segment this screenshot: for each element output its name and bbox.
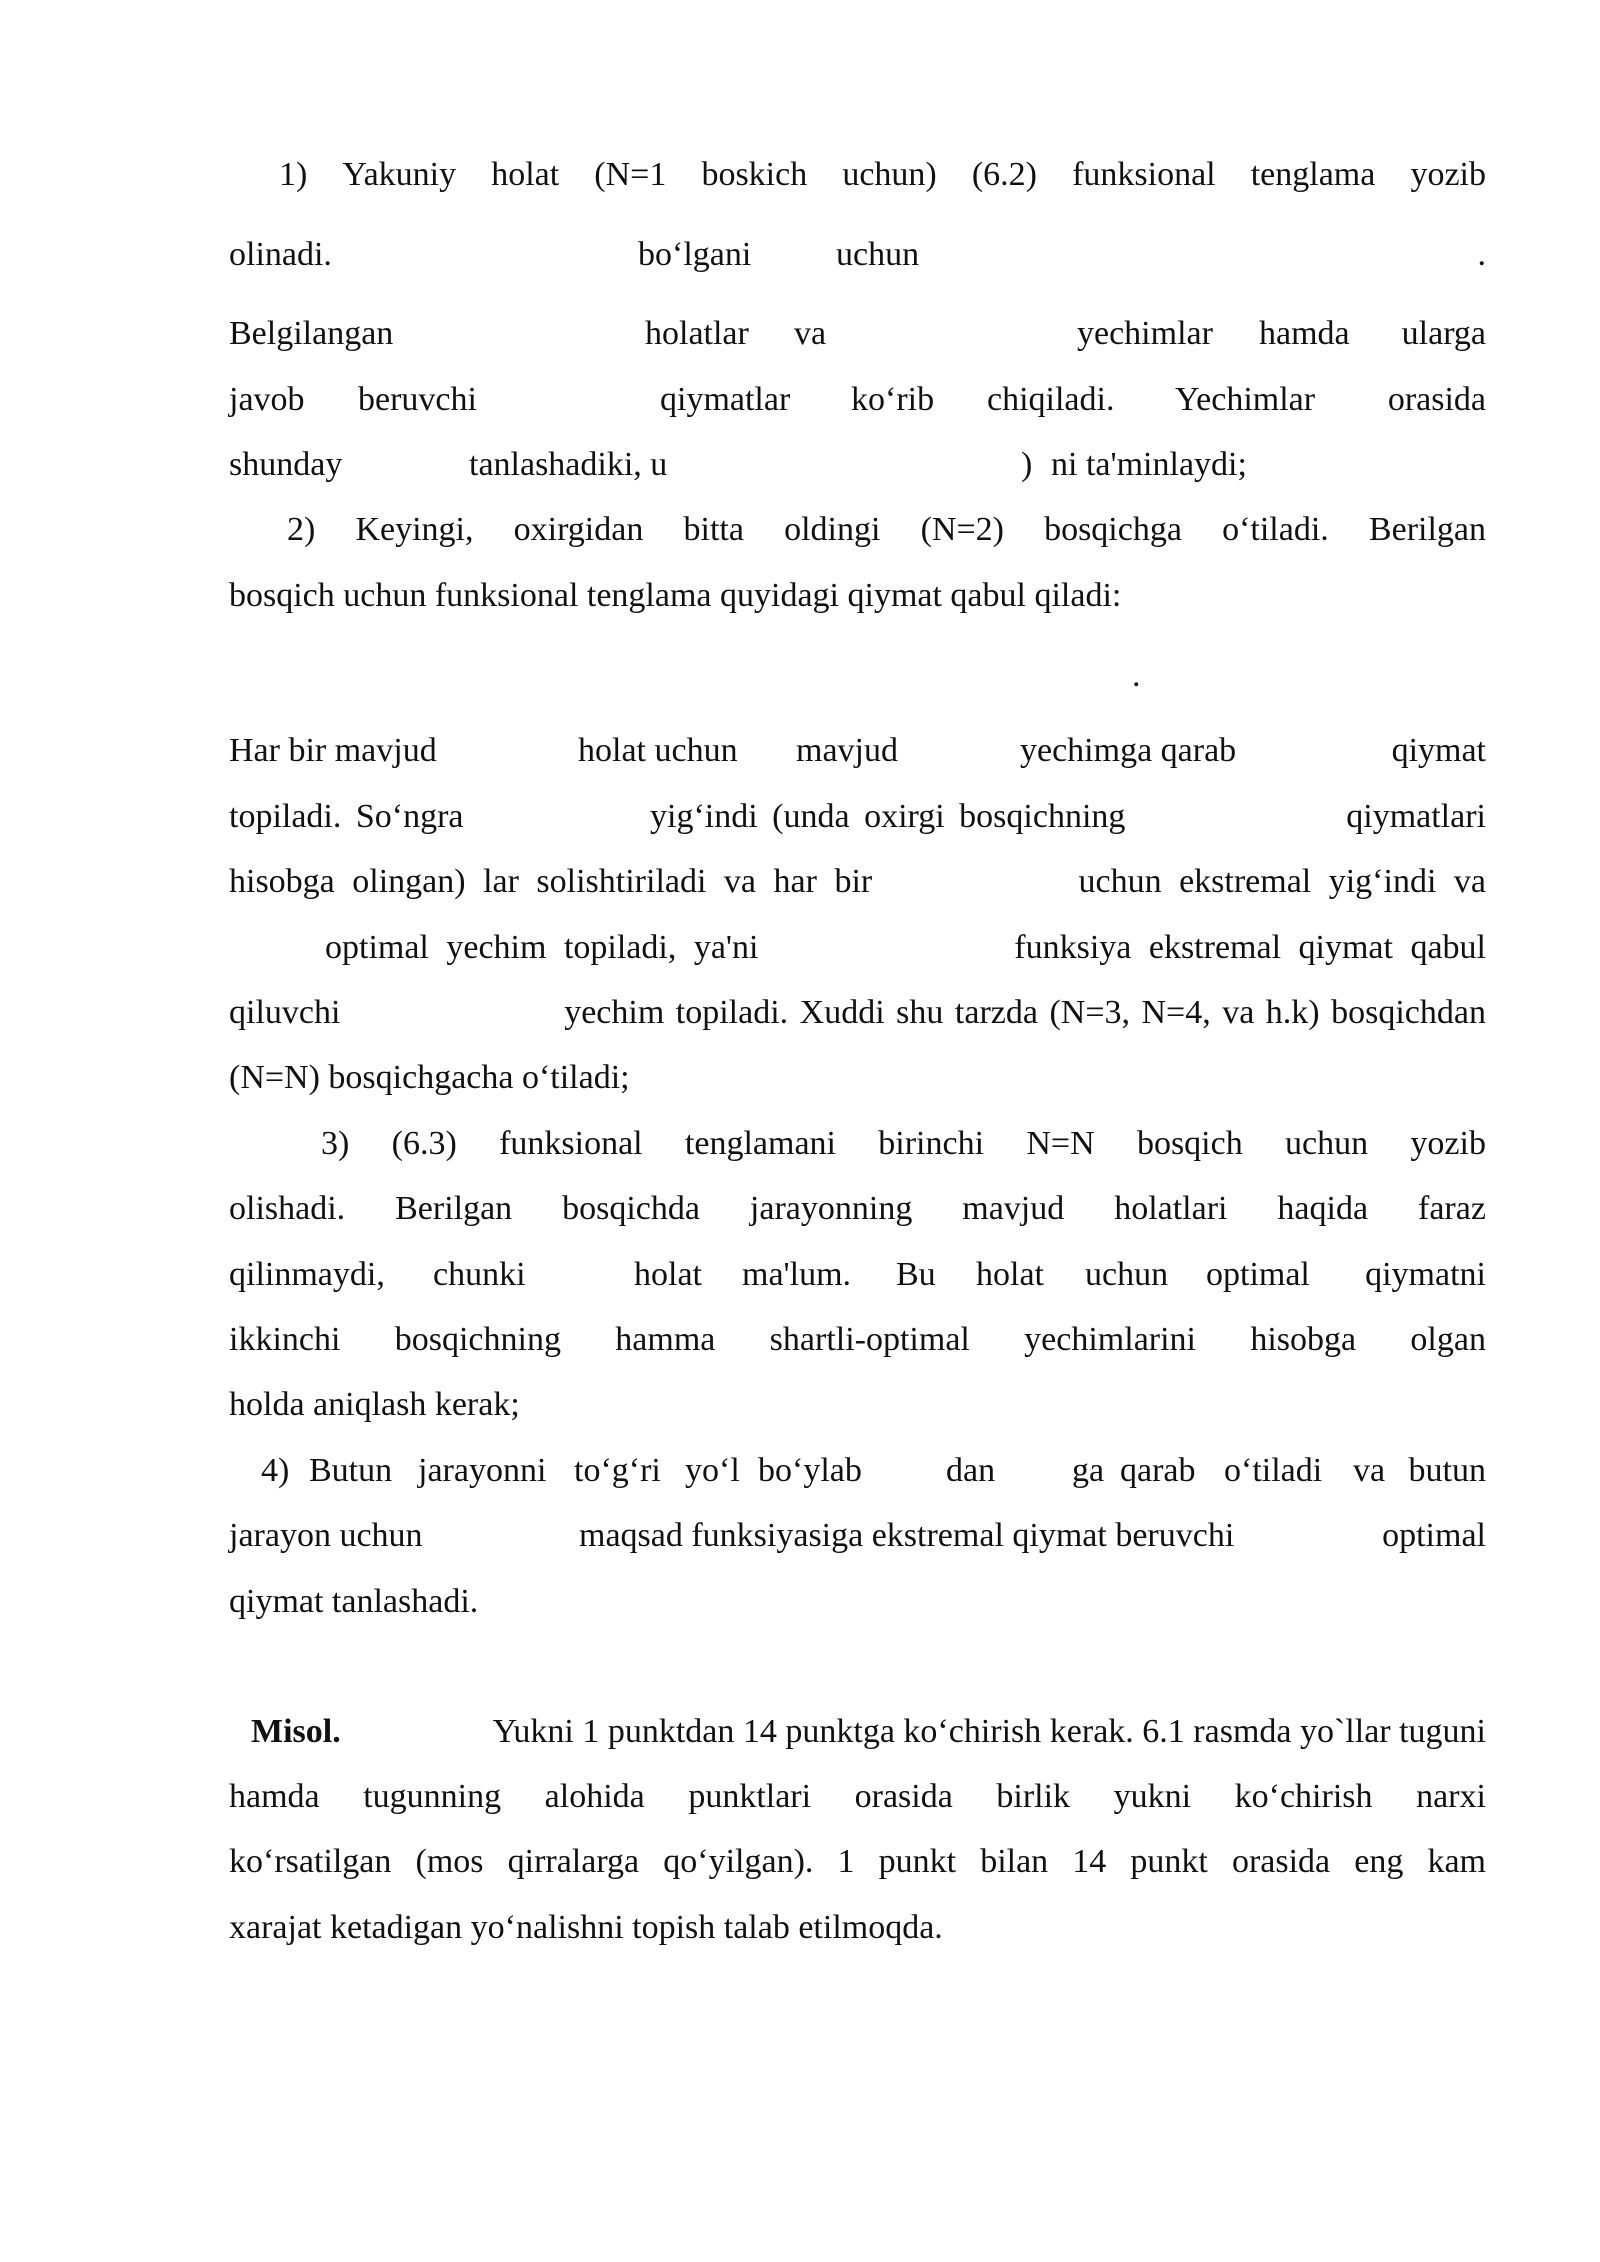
text: 1) xyxy=(279,156,308,193)
text: uchun) xyxy=(842,156,937,193)
text: shunday xyxy=(229,446,343,483)
text: uchun xyxy=(836,236,920,273)
p1-line-4 xyxy=(229,367,1486,433)
text: yukni xyxy=(1113,1778,1192,1815)
text: yechimga qarab xyxy=(1020,732,1237,769)
text: (N=1 xyxy=(594,156,667,193)
text: va xyxy=(1353,1452,1386,1489)
p2-line-6 xyxy=(229,915,1486,981)
text: tenglamani xyxy=(684,1125,836,1162)
text: topiladi. So‘ngra xyxy=(229,798,464,835)
text: Berilgan xyxy=(395,1190,513,1227)
text: orasida xyxy=(854,1778,953,1815)
text: tanlashadiki, u xyxy=(469,446,668,483)
example-line-2 xyxy=(229,1764,1486,1830)
text: birinchi xyxy=(878,1125,985,1162)
text: beruvchi xyxy=(358,381,477,418)
text: . xyxy=(1132,657,1141,694)
text: alohida xyxy=(544,1778,645,1815)
text: bosqich uchun funksional tenglama quyidagi qiymat qabul qiladi: xyxy=(229,577,1122,614)
text: qiymatlar xyxy=(660,381,791,418)
text: holatlari xyxy=(1114,1190,1228,1227)
text: uchun xyxy=(1085,1256,1169,1293)
text: hamda xyxy=(229,1778,320,1815)
p2-line-8 xyxy=(229,1045,1486,1111)
text: jarayonning xyxy=(749,1190,913,1227)
text: eng xyxy=(1354,1843,1404,1880)
text: qiluvchi xyxy=(229,994,341,1031)
text: bilan xyxy=(980,1843,1049,1880)
text: yozib xyxy=(1410,156,1486,193)
text: yo‘l xyxy=(685,1452,740,1489)
text: xarajat ketadigan yo‘nalishni topish talab etilmoqda. xyxy=(229,1909,943,1946)
text: ma'lum. xyxy=(742,1256,852,1293)
text: 4) xyxy=(261,1452,290,1489)
text: punkt xyxy=(1130,1843,1208,1880)
p1-line-2 xyxy=(229,222,1486,288)
text: tenglama xyxy=(1250,156,1376,193)
text: olishadi. xyxy=(229,1190,346,1227)
text: hisobga xyxy=(1250,1321,1357,1358)
p1-line-3 xyxy=(229,301,1486,367)
text: optimal xyxy=(1382,1517,1486,1554)
text: punktlari xyxy=(688,1778,812,1815)
text: 1 xyxy=(837,1843,855,1880)
text: Bu xyxy=(896,1256,936,1293)
text: 2) xyxy=(287,511,316,548)
text: chiqiladi. xyxy=(987,381,1115,418)
text: yechimlarini xyxy=(1024,1321,1196,1358)
text: . xyxy=(1477,236,1486,273)
text: bosqich xyxy=(1136,1125,1243,1162)
text: bo‘lgani xyxy=(638,236,752,273)
text: o‘tiladi xyxy=(1224,1452,1323,1489)
text: ko‘rib xyxy=(851,381,935,418)
text: o‘tiladi. xyxy=(1222,511,1329,548)
text: oldingi xyxy=(784,511,881,548)
text: javob xyxy=(229,381,305,418)
text: jarayonni xyxy=(418,1452,547,1489)
text: orasida xyxy=(1387,381,1486,418)
text: holatlar xyxy=(645,315,749,352)
p3-line-4 xyxy=(229,1307,1486,1373)
p3-line-2 xyxy=(229,1176,1486,1242)
text: yig‘indi (unda oxirgi bosqichning xyxy=(650,798,1126,835)
text: holat uchun xyxy=(578,732,738,769)
text: qiymat xyxy=(1391,732,1486,769)
p2-line-3 xyxy=(229,718,1486,784)
text: 3) xyxy=(321,1125,350,1162)
text: hamda xyxy=(1259,315,1350,352)
p2-line-4 xyxy=(229,784,1486,850)
text: 14 xyxy=(1072,1843,1107,1880)
text: Yakuniy xyxy=(342,156,457,193)
text: qo‘yilgan). xyxy=(663,1843,814,1880)
text: Butun xyxy=(309,1452,393,1489)
p4-line-3 xyxy=(229,1569,1486,1635)
text: maqsad funksiyasiga ekstremal qiymat beruvchi xyxy=(579,1517,1235,1554)
text: optimal xyxy=(1206,1256,1310,1293)
text: qiymat tanlashadi. xyxy=(229,1583,479,1620)
text: qiymatni xyxy=(1365,1256,1486,1293)
text: holda aniqlash kerak; xyxy=(229,1386,520,1423)
p2-line-7 xyxy=(229,980,1486,1046)
text: bitta xyxy=(683,511,744,548)
text: yechim topiladi. Xuddi shu tarzda (N=3, N=4, va h.k) bosqichdan xyxy=(564,994,1486,1031)
text: (6.3) xyxy=(391,1125,457,1162)
text: ikkinchi xyxy=(229,1321,341,1358)
text: (6.2) xyxy=(971,156,1037,193)
text: qarab xyxy=(1120,1452,1196,1489)
text: (N=N) bosqichgacha o‘tiladi; xyxy=(229,1059,630,1096)
text: N=N xyxy=(1026,1125,1095,1162)
example-line-1 xyxy=(251,1699,1486,1765)
text: uchun xyxy=(1285,1125,1369,1162)
text: faraz xyxy=(1418,1190,1486,1227)
text: mavjud xyxy=(962,1190,1065,1227)
text: shartli-optimal xyxy=(769,1321,970,1358)
text: Har bir mavjud xyxy=(229,732,437,769)
p2-formula-dot xyxy=(229,643,1486,709)
text: bo‘ylab xyxy=(758,1452,862,1489)
text: ga xyxy=(1072,1452,1105,1489)
text: olinadi. xyxy=(229,236,332,273)
text: ko‘rsatilgan xyxy=(229,1843,392,1880)
text: holat xyxy=(976,1256,1044,1293)
text: narxi xyxy=(1416,1778,1486,1815)
text: va xyxy=(794,315,827,352)
text: chunki xyxy=(433,1256,526,1293)
text: Yechimlar xyxy=(1175,381,1316,418)
text: ko‘chirish xyxy=(1234,1778,1373,1815)
text: orasida xyxy=(1231,1843,1331,1880)
p3-line-5 xyxy=(229,1372,1486,1438)
text: funksional xyxy=(1072,156,1216,193)
example-line-4 xyxy=(229,1895,1486,1961)
text: funksiya ekstremal qiymat qabul xyxy=(1014,929,1486,966)
text: optimal yechim topiladi, ya'ni xyxy=(325,929,759,966)
p2-line-2 xyxy=(229,563,1486,629)
text: dan xyxy=(946,1452,996,1489)
text: holat xyxy=(491,156,560,193)
example-label: Misol. xyxy=(251,1713,341,1750)
text: funksional xyxy=(499,1125,643,1162)
text: Belgilangan xyxy=(229,315,394,352)
text: uchun ekstremal yig‘indi va xyxy=(1078,863,1486,900)
text: holat xyxy=(634,1256,702,1293)
text: Yukni 1 punktdan 14 punktga ko‘chirish kerak. 6.1 rasmda yo`llar tuguni xyxy=(492,1713,1486,1750)
p4-line-1 xyxy=(261,1438,1486,1504)
text: qiymatlari xyxy=(1346,798,1486,835)
text: qirralarga xyxy=(507,1843,640,1880)
text: ularga xyxy=(1401,315,1486,352)
text: boskich xyxy=(701,156,808,193)
text: hisobga olingan) lar solishtiriladi va har bir xyxy=(229,863,873,900)
p3-line-3 xyxy=(229,1242,1486,1308)
text: Berilgan xyxy=(1368,511,1486,548)
p2-line-5 xyxy=(229,849,1486,915)
text: butun xyxy=(1408,1452,1486,1489)
p2-line-1 xyxy=(287,497,1486,563)
text: hamma xyxy=(615,1321,716,1358)
text: jarayon uchun xyxy=(229,1517,423,1554)
text: bosqichga xyxy=(1044,511,1182,548)
text: (N=2) xyxy=(920,511,1004,548)
p1-line-1 xyxy=(279,142,1486,208)
text: birlik xyxy=(996,1778,1071,1815)
text: ni ta'minlaydi; xyxy=(1051,446,1247,483)
text: oxirgidan xyxy=(513,511,644,548)
text: bosqichning xyxy=(394,1321,561,1358)
example-line-3 xyxy=(229,1829,1486,1895)
p3-line-1 xyxy=(321,1111,1486,1177)
text: mavjud xyxy=(796,732,898,769)
text: punkt xyxy=(878,1843,957,1880)
text: olgan xyxy=(1410,1321,1486,1358)
p4-line-2 xyxy=(229,1503,1486,1569)
text: yozib xyxy=(1410,1125,1486,1162)
text: to‘g‘ri xyxy=(574,1452,661,1489)
text: kam xyxy=(1427,1843,1486,1880)
text: (mos xyxy=(415,1843,484,1880)
text: ) xyxy=(1021,446,1033,483)
text: tugunning xyxy=(363,1778,502,1815)
text: qilinmaydi, xyxy=(229,1256,385,1293)
text: bosqichda xyxy=(562,1190,700,1227)
text: yechimlar xyxy=(1077,315,1213,352)
text: Keyingi, xyxy=(355,511,474,548)
text: haqida xyxy=(1277,1190,1369,1227)
p1-line-5 xyxy=(229,432,1486,498)
